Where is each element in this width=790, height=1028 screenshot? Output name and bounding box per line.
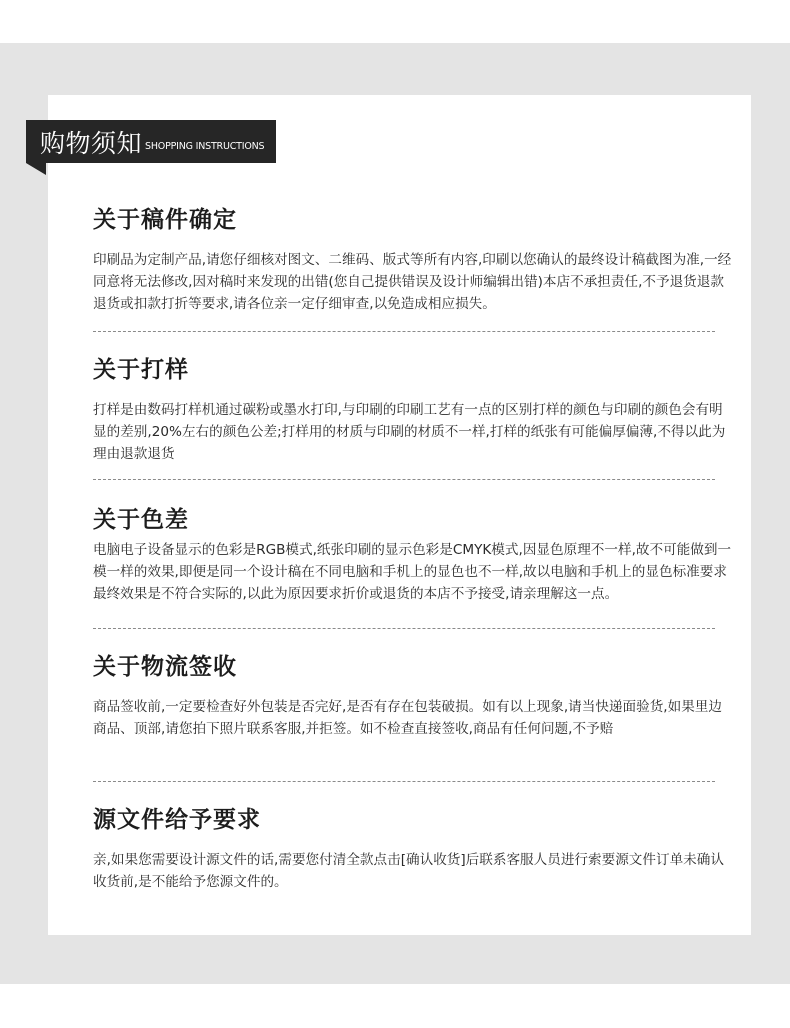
section-heading: 关于打样	[93, 357, 189, 383]
section-heading: 关于物流签收	[93, 654, 237, 680]
section-divider	[93, 781, 715, 782]
section-body: 打样是由数码打样机通过碳粉或墨水打印,与印刷的印刷工艺有一点的区别打样的颜色与印刷的颜色会有明显的差别,20%左右的颜色公差;打样用的材质与印刷的材质不一样,打样的纸张有可能偏厚偏薄,不得以此为理由退款退货	[93, 402, 726, 462]
banner-fold	[26, 163, 46, 175]
section-proofing	[93, 355, 733, 465]
section-body: 亲,如果您需要设计源文件的话,需要您付清全款点击[确认收货]后联系客服人员进行索要源文件订单未确认收货前,是不能给予您源文件的。	[93, 852, 724, 890]
section-body: 印刷品为定制产品,请您仔细核对图文、二维码、版式等所有内容,印刷以您确认的最终设计稿截图为准,一经同意将无法修改,因对稿时来发现的出错(您自己提供错误及设计师编辑出错)本店不承担责任,不予退货退款退货或扣款打折等要求,请各位亲一定仔细审查,以免造成相应损失。	[93, 252, 732, 312]
section-body: 电脑电子设备显示的色彩是RGB模式,纸张印刷的显示色彩是CMYK模式,因显色原理不一样,故不可能做到一模一样的效果,即便是同一个设计稿在不同电脑和手机上的显色也不一样,故以电脑和手机上的显色标准要求最终效果是不符合实际的,以此为原因要求折价或退货的本店不予接受,请亲理解这一点。	[93, 542, 732, 602]
section-heading: 关于稿件确定	[93, 207, 237, 233]
section-divider	[93, 331, 715, 332]
section-heading: 关于色差	[93, 507, 189, 533]
section-body: 商品签收前,一定要检查好外包装是否完好,是否有存在包装破损。如有以上现象,请当快递面验货,如果里边商品、顶部,请您拍下照片联系客服,并拒签。如不检查直接签收,商品有任何问题,不予赔	[93, 699, 722, 737]
section-divider	[93, 479, 715, 480]
section-logistics	[93, 652, 733, 740]
section-heading: 源文件给予要求	[93, 807, 261, 833]
section-divider	[93, 628, 715, 629]
section-color-difference	[93, 505, 733, 605]
section-source-files	[93, 805, 733, 893]
title-banner	[26, 120, 276, 163]
section-manuscript	[93, 205, 733, 315]
banner-subtitle: SHOPPING INSTRUCTIONS	[145, 141, 265, 152]
banner-title: 购物须知	[40, 128, 143, 158]
